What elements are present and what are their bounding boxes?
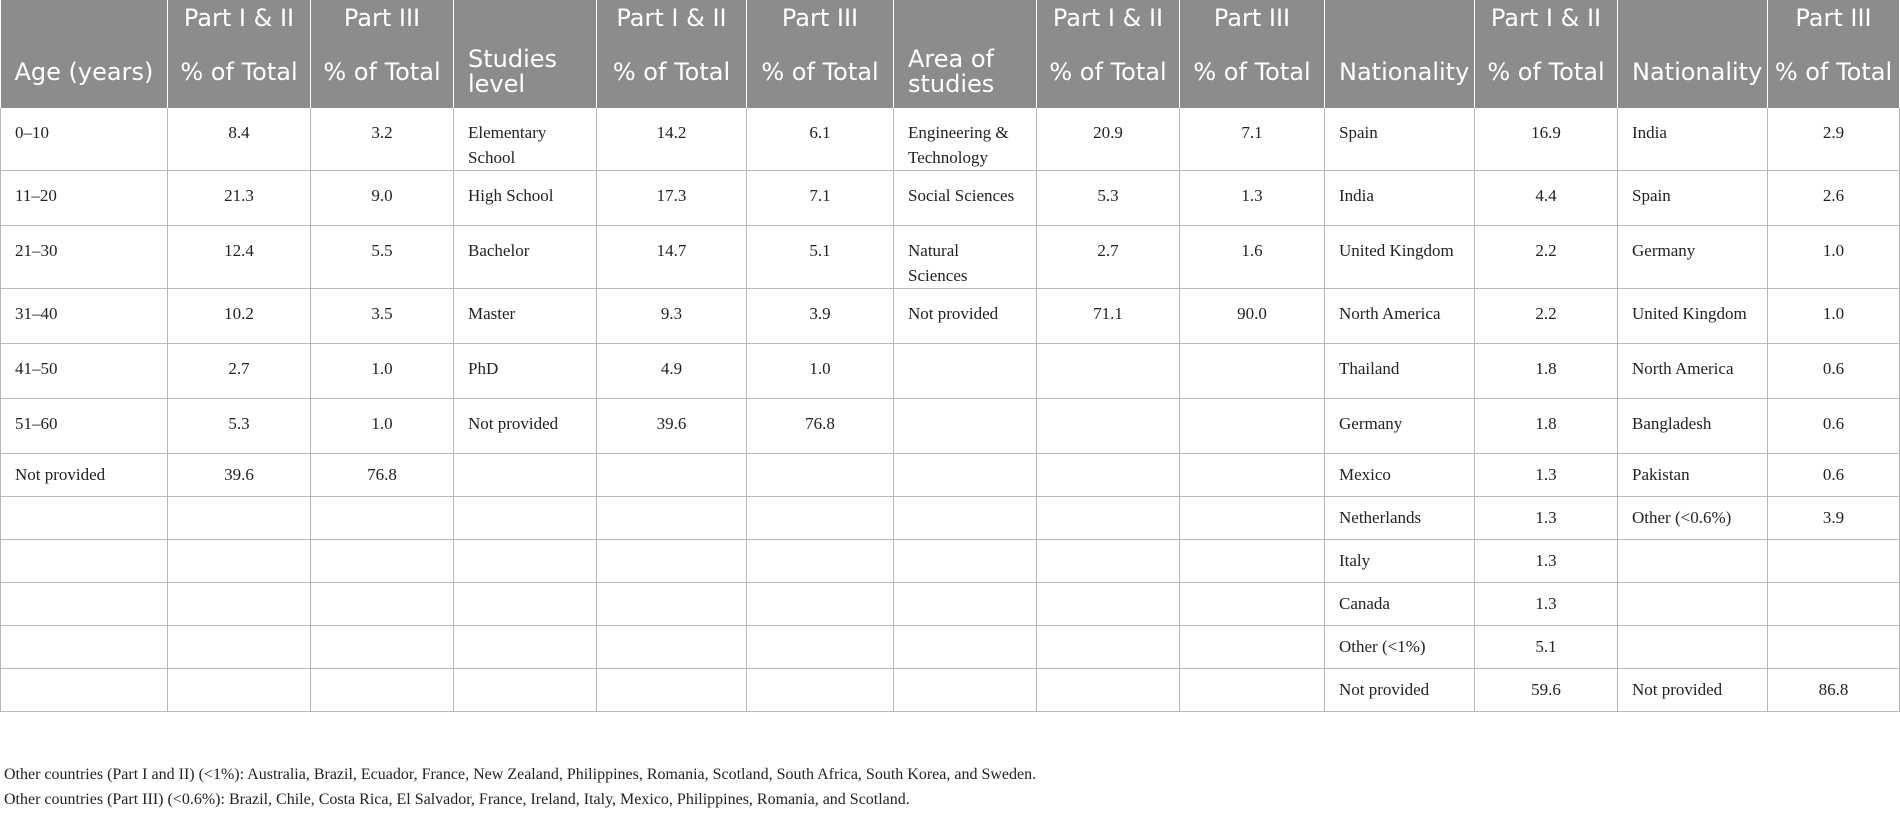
- cell-study: High School: [454, 171, 597, 226]
- cell-area-p3: [1180, 626, 1325, 669]
- cell-study-p12: 14.7: [597, 226, 747, 289]
- cell-nat12-v: 1.3: [1475, 583, 1618, 626]
- cell-nat12-v: 1.8: [1475, 399, 1618, 454]
- cell-area: [894, 399, 1037, 454]
- cell-study-p3: [747, 497, 894, 540]
- cell-nat3-v: [1768, 540, 1900, 583]
- cell-area: Engineering & Technology: [894, 108, 1037, 171]
- cell-age-p12: 39.6: [168, 454, 311, 497]
- cell-nat12: Not provided: [1325, 669, 1475, 712]
- cell-area-p12: [1037, 669, 1180, 712]
- cell-nat12: India: [1325, 171, 1475, 226]
- cell-area-p3: [1180, 583, 1325, 626]
- cell-age-p12: 2.7: [168, 344, 311, 399]
- cell-area: [894, 583, 1037, 626]
- footnote-part3: Other countries (Part III) (<0.6%): Brazil, Chile, Costa Rica, El Salvador, France, Ireland, Italy, Mexico, Philippines, Romania, and Scotland.: [4, 791, 910, 808]
- cell-age-p3: [311, 626, 454, 669]
- cell-study-p12: [597, 540, 747, 583]
- cell-study-p12: [597, 626, 747, 669]
- cell-age-p3: 5.5: [311, 226, 454, 289]
- cell-area-p3: 1.6: [1180, 226, 1325, 289]
- cell-study-p12: [597, 454, 747, 497]
- cell-area: Natural Sciences: [894, 226, 1037, 289]
- cell-age-p3: 9.0: [311, 171, 454, 226]
- header-blank-area: [894, 0, 1037, 36]
- cell-study: [454, 583, 597, 626]
- cell-nat12: Italy: [1325, 540, 1475, 583]
- cell-age: Not provided: [1, 454, 168, 497]
- table-footnotes: [4, 762, 1036, 812]
- cell-age: 0–10: [1, 108, 168, 171]
- table-row: [1, 108, 1900, 171]
- footnote-part12: Other countries (Part I and II) (<1%): Australia, Brazil, Ecuador, France, New Zealand, Philippines, Romania, Scotland, South Africa, South Korea, and Sweden.: [4, 766, 1037, 783]
- cell-age-p12: [168, 497, 311, 540]
- cell-nat3: [1618, 540, 1768, 583]
- table-row: [1, 497, 1900, 540]
- cell-study-p3: [747, 540, 894, 583]
- cell-nat3-v: [1768, 583, 1900, 626]
- cell-area-p3: 7.1: [1180, 108, 1325, 171]
- table-row: [1, 226, 1900, 289]
- cell-nat3-v: 0.6: [1768, 344, 1900, 399]
- header-age-pct3: % of Total: [311, 36, 454, 108]
- cell-area-p3: [1180, 497, 1325, 540]
- header-blank-nat12: [1325, 0, 1475, 36]
- cell-area-p12: [1037, 497, 1180, 540]
- cell-study-p12: 17.3: [597, 171, 747, 226]
- cell-nat12: Spain: [1325, 108, 1475, 171]
- cell-nat3: Spain: [1618, 171, 1768, 226]
- cell-area: Not provided: [894, 289, 1037, 344]
- cell-study: [454, 540, 597, 583]
- cell-nat3: Pakistan: [1618, 454, 1768, 497]
- cell-nat3-v: 3.9: [1768, 497, 1900, 540]
- cell-study-p12: [597, 497, 747, 540]
- cell-age-p3: 3.2: [311, 108, 454, 171]
- cell-age-p12: [168, 583, 311, 626]
- table-row: [1, 399, 1900, 454]
- cell-area-p3: 90.0: [1180, 289, 1325, 344]
- cell-area-p3: [1180, 669, 1325, 712]
- cell-study: [454, 626, 597, 669]
- cell-nat3-v: 1.0: [1768, 226, 1900, 289]
- cell-nat12-v: 1.8: [1475, 344, 1618, 399]
- cell-study-p3: 6.1: [747, 108, 894, 171]
- cell-area-p12: 71.1: [1037, 289, 1180, 344]
- cell-study: PhD: [454, 344, 597, 399]
- cell-nat12: Germany: [1325, 399, 1475, 454]
- cell-study-p3: 1.0: [747, 344, 894, 399]
- header-age-part12: Part I & II: [168, 0, 311, 36]
- cell-area-p12: [1037, 399, 1180, 454]
- cell-nat12: Netherlands: [1325, 497, 1475, 540]
- cell-nat3-v: 0.6: [1768, 399, 1900, 454]
- table-row: [1, 583, 1900, 626]
- header-nationality-part3: Nationality: [1618, 36, 1768, 108]
- cell-age-p3: 1.0: [311, 399, 454, 454]
- cell-age-p3: 76.8: [311, 454, 454, 497]
- table-row: [1, 289, 1900, 344]
- cell-study-p3: [747, 583, 894, 626]
- cell-study-p12: 14.2: [597, 108, 747, 171]
- cell-nat12-v: 16.9: [1475, 108, 1618, 171]
- header-area-pct3: % of Total: [1180, 36, 1325, 108]
- cell-nat3: North America: [1618, 344, 1768, 399]
- cell-age: [1, 583, 168, 626]
- header-row-parts: [1, 0, 1900, 36]
- cell-nat12-v: 1.3: [1475, 540, 1618, 583]
- cell-study-p12: [597, 669, 747, 712]
- cell-study: Bachelor: [454, 226, 597, 289]
- cell-nat3-v: 2.9: [1768, 108, 1900, 171]
- cell-age-p12: 21.3: [168, 171, 311, 226]
- cell-area: Social Sciences: [894, 171, 1037, 226]
- header-row-labels: [1, 36, 1900, 108]
- cell-nat3-v: [1768, 626, 1900, 669]
- cell-study: [454, 497, 597, 540]
- cell-area-p12: [1037, 583, 1180, 626]
- cell-nat3-v: 0.6: [1768, 454, 1900, 497]
- cell-age-p3: [311, 583, 454, 626]
- cell-study-p12: 9.3: [597, 289, 747, 344]
- cell-age-p12: 10.2: [168, 289, 311, 344]
- cell-study: [454, 669, 597, 712]
- cell-study: [454, 454, 597, 497]
- cell-age: 21–30: [1, 226, 168, 289]
- cell-nat12-v: 2.2: [1475, 289, 1618, 344]
- header-area-part3: Part III: [1180, 0, 1325, 36]
- table-row: [1, 454, 1900, 497]
- header-area-part12: Part I & II: [1037, 0, 1180, 36]
- header-studies-level: Studies level: [454, 36, 597, 108]
- cell-area-p12: 5.3: [1037, 171, 1180, 226]
- header-area-of-studies: Area of studies: [894, 36, 1037, 108]
- cell-age-p12: [168, 669, 311, 712]
- cell-area-p12: [1037, 626, 1180, 669]
- header-blank-study: [454, 0, 597, 36]
- cell-age: [1, 626, 168, 669]
- cell-study-p3: 3.9: [747, 289, 894, 344]
- cell-area-p12: [1037, 540, 1180, 583]
- table-row: [1, 344, 1900, 399]
- cell-study-p12: 4.9: [597, 344, 747, 399]
- cell-area: [894, 669, 1037, 712]
- cell-nat12: Mexico: [1325, 454, 1475, 497]
- cell-age-p12: [168, 540, 311, 583]
- header-study-pct12: % of Total: [597, 36, 747, 108]
- cell-study: Elementary School: [454, 108, 597, 171]
- header-nat-part12: Part I & II: [1475, 0, 1618, 36]
- cell-nat12-v: 1.3: [1475, 497, 1618, 540]
- cell-area-p3: 1.3: [1180, 171, 1325, 226]
- cell-nat12: Thailand: [1325, 344, 1475, 399]
- table-row: [1, 171, 1900, 226]
- cell-nat3: Germany: [1618, 226, 1768, 289]
- cell-area: [894, 497, 1037, 540]
- cell-nat12-v: 4.4: [1475, 171, 1618, 226]
- cell-nat3: Other (<0.6%): [1618, 497, 1768, 540]
- header-study-part3: Part III: [747, 0, 894, 36]
- cell-area-p12: 20.9: [1037, 108, 1180, 171]
- table-row: [1, 626, 1900, 669]
- header-nationality-part12: Nationality: [1325, 36, 1475, 108]
- cell-nat12-v: 1.3: [1475, 454, 1618, 497]
- cell-nat12: Canada: [1325, 583, 1475, 626]
- cell-age-p3: 3.5: [311, 289, 454, 344]
- cell-study: Master: [454, 289, 597, 344]
- cell-study: Not provided: [454, 399, 597, 454]
- header-study-pct3: % of Total: [747, 36, 894, 108]
- cell-nat12: North America: [1325, 289, 1475, 344]
- cell-age-p3: [311, 669, 454, 712]
- cell-area-p12: 2.7: [1037, 226, 1180, 289]
- cell-study-p3: 76.8: [747, 399, 894, 454]
- cell-area-p12: [1037, 344, 1180, 399]
- cell-nat3: Bangladesh: [1618, 399, 1768, 454]
- cell-age: [1, 669, 168, 712]
- cell-nat3-v: 1.0: [1768, 289, 1900, 344]
- cell-age: 11–20: [1, 171, 168, 226]
- cell-nat3-v: 86.8: [1768, 669, 1900, 712]
- cell-age: 51–60: [1, 399, 168, 454]
- cell-age-p12: 8.4: [168, 108, 311, 171]
- header-blank-age: [1, 0, 168, 36]
- cell-study-p3: 7.1: [747, 171, 894, 226]
- cell-nat3: [1618, 583, 1768, 626]
- cell-area-p12: [1037, 454, 1180, 497]
- cell-area: [894, 344, 1037, 399]
- cell-study-p3: 5.1: [747, 226, 894, 289]
- cell-nat3: India: [1618, 108, 1768, 171]
- cell-nat12-v: 59.6: [1475, 669, 1618, 712]
- cell-area-p3: [1180, 344, 1325, 399]
- cell-area: [894, 540, 1037, 583]
- header-age: Age (years): [1, 36, 168, 108]
- header-nat-pct12: % of Total: [1475, 36, 1618, 108]
- cell-nat12-v: 5.1: [1475, 626, 1618, 669]
- cell-study-p3: [747, 454, 894, 497]
- cell-area-p3: [1180, 454, 1325, 497]
- cell-nat3: United Kingdom: [1618, 289, 1768, 344]
- cell-age-p3: 1.0: [311, 344, 454, 399]
- cell-age: 41–50: [1, 344, 168, 399]
- cell-nat12-v: 2.2: [1475, 226, 1618, 289]
- table-row: [1, 669, 1900, 712]
- header-area-pct12: % of Total: [1037, 36, 1180, 108]
- cell-nat12: United Kingdom: [1325, 226, 1475, 289]
- cell-study-p3: [747, 669, 894, 712]
- header-nat-part3: Part III: [1768, 0, 1900, 36]
- cell-area-p3: [1180, 399, 1325, 454]
- cell-nat3: Not provided: [1618, 669, 1768, 712]
- cell-age-p3: [311, 540, 454, 583]
- cell-study-p12: [597, 583, 747, 626]
- cell-age: [1, 540, 168, 583]
- cell-study-p12: 39.6: [597, 399, 747, 454]
- cell-age: 31–40: [1, 289, 168, 344]
- cell-area: [894, 454, 1037, 497]
- header-age-part3: Part III: [311, 0, 454, 36]
- cell-area: [894, 626, 1037, 669]
- cell-age-p12: [168, 626, 311, 669]
- cell-nat3: [1618, 626, 1768, 669]
- header-nat-pct3: % of Total: [1768, 36, 1900, 108]
- cell-age-p12: 12.4: [168, 226, 311, 289]
- header-study-part12: Part I & II: [597, 0, 747, 36]
- cell-study-p3: [747, 626, 894, 669]
- header-blank-nat3: [1618, 0, 1768, 36]
- cell-age-p3: [311, 497, 454, 540]
- cell-nat12: Other (<1%): [1325, 626, 1475, 669]
- cell-area-p3: [1180, 540, 1325, 583]
- table-row: [1, 540, 1900, 583]
- cell-age-p12: 5.3: [168, 399, 311, 454]
- cell-age: [1, 497, 168, 540]
- header-age-pct12: % of Total: [168, 36, 311, 108]
- cell-nat3-v: 2.6: [1768, 171, 1900, 226]
